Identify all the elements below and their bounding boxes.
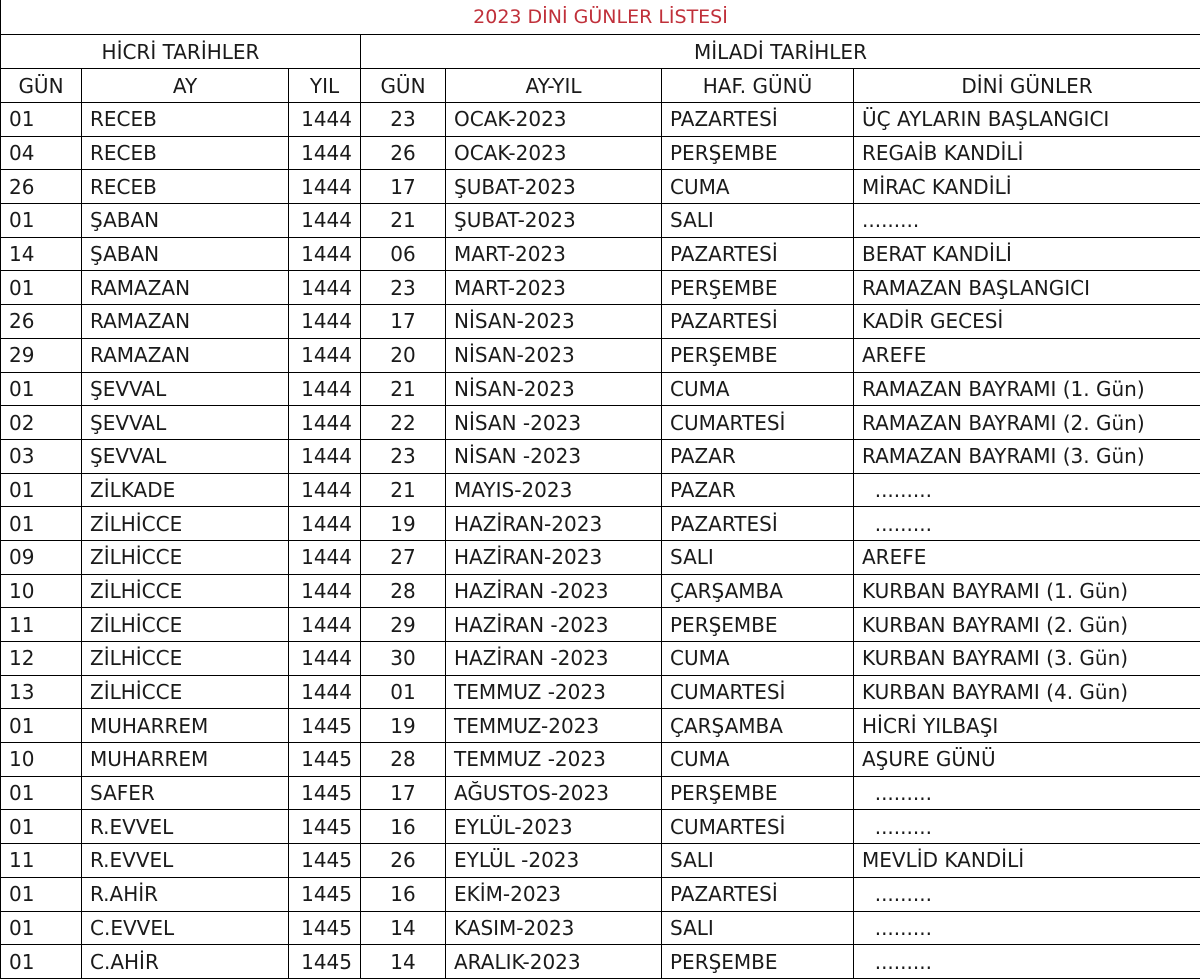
cell-miladi-gun: 21	[361, 204, 446, 238]
cell-haf-gunu: PAZARTESİ	[662, 507, 854, 541]
cell-dini-gun: .........	[854, 776, 1200, 810]
cell-miladi-gun: 28	[361, 743, 446, 777]
cell-hicri-gun: 09	[1, 540, 82, 574]
col-header-dini-gunler: DİNİ GÜNLER	[854, 69, 1200, 103]
cell-ay-yil: TEMMUZ-2023	[446, 709, 662, 743]
cell-hicri-yil: 1445	[289, 709, 361, 743]
cell-hicri-yil: 1444	[289, 574, 361, 608]
table-row	[1, 136, 1200, 170]
cell-hicri-yil: 1444	[289, 170, 361, 204]
cell-ay-yil: MART-2023	[446, 237, 662, 271]
cell-hicri-gun: 02	[1, 406, 82, 440]
cell-ay-yil: TEMMUZ -2023	[446, 743, 662, 777]
cell-haf-gunu: CUMARTESİ	[662, 810, 854, 844]
cell-dini-gun: KURBAN BAYRAMI (2. Gün)	[854, 608, 1200, 642]
cell-miladi-gun: 30	[361, 642, 446, 676]
table-row	[1, 844, 1200, 878]
cell-haf-gunu: PAZAR	[662, 473, 854, 507]
table-body	[1, 103, 1200, 979]
cell-miladi-gun: 28	[361, 574, 446, 608]
cell-hicri-gun: 01	[1, 507, 82, 541]
cell-haf-gunu: CUMA	[662, 170, 854, 204]
cell-hicri-gun: 01	[1, 473, 82, 507]
cell-hicri-yil: 1444	[289, 406, 361, 440]
cell-hicri-yil: 1444	[289, 439, 361, 473]
cell-dini-gun: KURBAN BAYRAMI (3. Gün)	[854, 642, 1200, 676]
cell-hicri-yil: 1444	[289, 675, 361, 709]
cell-haf-gunu: SALI	[662, 911, 854, 945]
cell-ay-yil: MAYIS-2023	[446, 473, 662, 507]
table-row	[1, 743, 1200, 777]
cell-hicri-ay: SAFER	[82, 776, 289, 810]
cell-hicri-ay: ŞEVVAL	[82, 372, 289, 406]
table-row	[1, 170, 1200, 204]
cell-hicri-gun: 01	[1, 776, 82, 810]
cell-hicri-gun: 01	[1, 945, 82, 979]
cell-hicri-ay: RAMAZAN	[82, 271, 289, 305]
cell-dini-gun: HİCRİ YILBAŞI	[854, 709, 1200, 743]
table-row	[1, 709, 1200, 743]
cell-hicri-yil: 1444	[289, 507, 361, 541]
cell-miladi-gun: 29	[361, 608, 446, 642]
cell-hicri-yil: 1445	[289, 877, 361, 911]
cell-haf-gunu: PERŞEMBE	[662, 945, 854, 979]
cell-ay-yil: HAZİRAN -2023	[446, 608, 662, 642]
cell-hicri-ay: ZİLHİCCE	[82, 507, 289, 541]
cell-ay-yil: AĞUSTOS-2023	[446, 776, 662, 810]
cell-ay-yil: HAZİRAN -2023	[446, 642, 662, 676]
cell-miladi-gun: 17	[361, 170, 446, 204]
cell-hicri-yil: 1445	[289, 911, 361, 945]
table-row	[1, 642, 1200, 676]
col-header-hicri-ay: AY	[82, 69, 289, 103]
cell-miladi-gun: 19	[361, 709, 446, 743]
cell-haf-gunu: CUMA	[662, 372, 854, 406]
cell-hicri-yil: 1445	[289, 743, 361, 777]
cell-hicri-ay: R.EVVEL	[82, 844, 289, 878]
cell-dini-gun: KURBAN BAYRAMI (1. Gün)	[854, 574, 1200, 608]
cell-hicri-ay: ZİLHİCCE	[82, 608, 289, 642]
cell-hicri-ay: R.AHİR	[82, 877, 289, 911]
page-title: 2023 DİNİ GÜNLER LİSTESİ	[1, 0, 1200, 35]
cell-ay-yil: ARALIK-2023	[446, 945, 662, 979]
cell-dini-gun: .........	[854, 507, 1200, 541]
cell-ay-yil: EKİM-2023	[446, 877, 662, 911]
cell-hicri-ay: ZİLHİCCE	[82, 574, 289, 608]
cell-hicri-gun: 01	[1, 709, 82, 743]
cell-hicri-gun: 10	[1, 574, 82, 608]
cell-ay-yil: HAZİRAN-2023	[446, 507, 662, 541]
table-row	[1, 372, 1200, 406]
cell-hicri-gun: 01	[1, 810, 82, 844]
cell-haf-gunu: PERŞEMBE	[662, 338, 854, 372]
table-row	[1, 473, 1200, 507]
cell-dini-gun: KURBAN BAYRAMI (4. Gün)	[854, 675, 1200, 709]
table-row	[1, 406, 1200, 440]
cell-hicri-yil: 1444	[289, 372, 361, 406]
cell-miladi-gun: 17	[361, 776, 446, 810]
cell-haf-gunu: PAZARTESİ	[662, 103, 854, 137]
cell-miladi-gun: 14	[361, 945, 446, 979]
cell-ay-yil: NİSAN-2023	[446, 372, 662, 406]
cell-hicri-gun: 01	[1, 877, 82, 911]
cell-hicri-yil: 1444	[289, 608, 361, 642]
cell-ay-yil: HAZİRAN -2023	[446, 574, 662, 608]
table-row	[1, 911, 1200, 945]
cell-ay-yil: ŞUBAT-2023	[446, 204, 662, 238]
cell-hicri-ay: R.EVVEL	[82, 810, 289, 844]
cell-haf-gunu: CUMARTESİ	[662, 675, 854, 709]
cell-hicri-gun: 04	[1, 136, 82, 170]
cell-ay-yil: OCAK-2023	[446, 136, 662, 170]
table-row	[1, 237, 1200, 271]
cell-hicri-yil: 1444	[289, 237, 361, 271]
cell-hicri-gun: 26	[1, 305, 82, 339]
cell-hicri-gun: 01	[1, 271, 82, 305]
cell-hicri-ay: ŞEVVAL	[82, 406, 289, 440]
cell-hicri-ay: C.AHİR	[82, 945, 289, 979]
cell-miladi-gun: 16	[361, 877, 446, 911]
cell-ay-yil: HAZİRAN-2023	[446, 540, 662, 574]
col-header-haf-gunu: HAF. GÜNÜ	[662, 69, 854, 103]
cell-miladi-gun: 26	[361, 136, 446, 170]
cell-hicri-ay: RECEB	[82, 170, 289, 204]
col-header-hicri-gun: GÜN	[1, 69, 82, 103]
cell-miladi-gun: 23	[361, 103, 446, 137]
cell-hicri-yil: 1445	[289, 844, 361, 878]
cell-hicri-yil: 1445	[289, 776, 361, 810]
cell-hicri-yil: 1444	[289, 271, 361, 305]
cell-dini-gun: REGAİB KANDİLİ	[854, 136, 1200, 170]
cell-dini-gun: RAMAZAN BAYRAMI (3. Gün)	[854, 439, 1200, 473]
cell-hicri-yil: 1444	[289, 136, 361, 170]
cell-hicri-ay: ZİLHİCCE	[82, 540, 289, 574]
table-row	[1, 776, 1200, 810]
cell-hicri-ay: RAMAZAN	[82, 338, 289, 372]
cell-haf-gunu: ÇARŞAMBA	[662, 574, 854, 608]
cell-haf-gunu: PERŞEMBE	[662, 608, 854, 642]
cell-hicri-gun: 01	[1, 204, 82, 238]
cell-haf-gunu: PAZAR	[662, 439, 854, 473]
cell-dini-gun: .........	[854, 810, 1200, 844]
cell-miladi-gun: 19	[361, 507, 446, 541]
table-row	[1, 305, 1200, 339]
cell-miladi-gun: 26	[361, 844, 446, 878]
cell-ay-yil: NİSAN-2023	[446, 305, 662, 339]
cell-dini-gun: ÜÇ AYLARIN BAŞLANGICI	[854, 103, 1200, 137]
col-header-ay-yil: AY-YIL	[446, 69, 662, 103]
cell-hicri-ay: ZİLKADE	[82, 473, 289, 507]
table-row	[1, 439, 1200, 473]
table-row	[1, 338, 1200, 372]
table-row	[1, 507, 1200, 541]
cell-ay-yil: OCAK-2023	[446, 103, 662, 137]
cell-miladi-gun: 23	[361, 439, 446, 473]
cell-hicri-yil: 1444	[289, 103, 361, 137]
cell-ay-yil: ŞUBAT-2023	[446, 170, 662, 204]
cell-dini-gun: AREFE	[854, 540, 1200, 574]
cell-dini-gun: AREFE	[854, 338, 1200, 372]
cell-haf-gunu: SALI	[662, 540, 854, 574]
cell-miladi-gun: 16	[361, 810, 446, 844]
cell-dini-gun: .........	[854, 877, 1200, 911]
cell-hicri-ay: C.EVVEL	[82, 911, 289, 945]
cell-miladi-gun: 14	[361, 911, 446, 945]
cell-haf-gunu: PAZARTESİ	[662, 237, 854, 271]
cell-hicri-ay: ZİLHİCCE	[82, 642, 289, 676]
cell-ay-yil: NİSAN -2023	[446, 439, 662, 473]
cell-miladi-gun: 22	[361, 406, 446, 440]
col-header-hicri-yil: YIL	[289, 69, 361, 103]
cell-haf-gunu: PAZARTESİ	[662, 305, 854, 339]
cell-ay-yil: TEMMUZ -2023	[446, 675, 662, 709]
cell-hicri-gun: 01	[1, 911, 82, 945]
cell-hicri-yil: 1444	[289, 204, 361, 238]
table-row	[1, 540, 1200, 574]
cell-hicri-gun: 29	[1, 338, 82, 372]
table-row	[1, 271, 1200, 305]
cell-hicri-ay: RECEB	[82, 103, 289, 137]
cell-miladi-gun: 20	[361, 338, 446, 372]
cell-miladi-gun: 06	[361, 237, 446, 271]
cell-hicri-gun: 01	[1, 372, 82, 406]
cell-dini-gun: AŞURE GÜNÜ	[854, 743, 1200, 777]
cell-hicri-ay: RAMAZAN	[82, 305, 289, 339]
table-row	[1, 608, 1200, 642]
cell-dini-gun: RAMAZAN BAYRAMI (2. Gün)	[854, 406, 1200, 440]
cell-dini-gun: .........	[854, 473, 1200, 507]
cell-hicri-ay: ŞEVVAL	[82, 439, 289, 473]
cell-dini-gun: .........	[854, 945, 1200, 979]
group-header-hicri: HİCRİ TARİHLER	[1, 35, 361, 69]
cell-haf-gunu: CUMARTESİ	[662, 406, 854, 440]
cell-ay-yil: EYLÜL -2023	[446, 844, 662, 878]
cell-hicri-ay: ŞABAN	[82, 204, 289, 238]
cell-miladi-gun: 23	[361, 271, 446, 305]
cell-hicri-gun: 01	[1, 103, 82, 137]
cell-hicri-gun: 14	[1, 237, 82, 271]
cell-dini-gun: .........	[854, 911, 1200, 945]
cell-hicri-yil: 1444	[289, 473, 361, 507]
table-row	[1, 574, 1200, 608]
cell-hicri-yil: 1444	[289, 305, 361, 339]
cell-haf-gunu: PAZARTESİ	[662, 877, 854, 911]
cell-hicri-yil: 1445	[289, 945, 361, 979]
table-row	[1, 103, 1200, 137]
cell-dini-gun: RAMAZAN BAYRAMI (1. Gün)	[854, 372, 1200, 406]
cell-hicri-yil: 1444	[289, 540, 361, 574]
cell-haf-gunu: SALI	[662, 204, 854, 238]
cell-ay-yil: MART-2023	[446, 271, 662, 305]
cell-haf-gunu: CUMA	[662, 642, 854, 676]
cell-hicri-yil: 1445	[289, 810, 361, 844]
cell-miladi-gun: 27	[361, 540, 446, 574]
cell-ay-yil: NİSAN-2023	[446, 338, 662, 372]
cell-dini-gun: MİRAC KANDİLİ	[854, 170, 1200, 204]
cell-haf-gunu: CUMA	[662, 743, 854, 777]
cell-hicri-ay: MUHARREM	[82, 709, 289, 743]
cell-hicri-gun: 26	[1, 170, 82, 204]
cell-miladi-gun: 21	[361, 473, 446, 507]
cell-hicri-gun: 03	[1, 439, 82, 473]
table-row	[1, 810, 1200, 844]
table-row	[1, 877, 1200, 911]
cell-hicri-ay: ZİLHİCCE	[82, 675, 289, 709]
cell-dini-gun: KADİR GECESİ	[854, 305, 1200, 339]
table-row	[1, 945, 1200, 979]
cell-miladi-gun: 21	[361, 372, 446, 406]
cell-haf-gunu: ÇARŞAMBA	[662, 709, 854, 743]
cell-dini-gun: MEVLİD KANDİLİ	[854, 844, 1200, 878]
cell-hicri-ay: MUHARREM	[82, 743, 289, 777]
cell-hicri-gun: 11	[1, 608, 82, 642]
table-row	[1, 675, 1200, 709]
cell-hicri-yil: 1444	[289, 338, 361, 372]
col-header-miladi-gun: GÜN	[361, 69, 446, 103]
cell-hicri-gun: 12	[1, 642, 82, 676]
cell-haf-gunu: SALI	[662, 844, 854, 878]
cell-ay-yil: EYLÜL-2023	[446, 810, 662, 844]
cell-miladi-gun: 17	[361, 305, 446, 339]
cell-dini-gun: .........	[854, 204, 1200, 238]
cell-dini-gun: BERAT KANDİLİ	[854, 237, 1200, 271]
table-row	[1, 204, 1200, 238]
cell-hicri-gun: 11	[1, 844, 82, 878]
cell-hicri-yil: 1444	[289, 642, 361, 676]
cell-ay-yil: NİSAN -2023	[446, 406, 662, 440]
cell-hicri-ay: RECEB	[82, 136, 289, 170]
cell-hicri-gun: 10	[1, 743, 82, 777]
cell-haf-gunu: PERŞEMBE	[662, 271, 854, 305]
cell-hicri-ay: ŞABAN	[82, 237, 289, 271]
cell-ay-yil: KASIM-2023	[446, 911, 662, 945]
cell-miladi-gun: 01	[361, 675, 446, 709]
cell-haf-gunu: PERŞEMBE	[662, 776, 854, 810]
cell-dini-gun: RAMAZAN BAŞLANGICI	[854, 271, 1200, 305]
cell-haf-gunu: PERŞEMBE	[662, 136, 854, 170]
cell-hicri-gun: 13	[1, 675, 82, 709]
group-header-miladi: MİLADİ TARİHLER	[361, 35, 1200, 69]
